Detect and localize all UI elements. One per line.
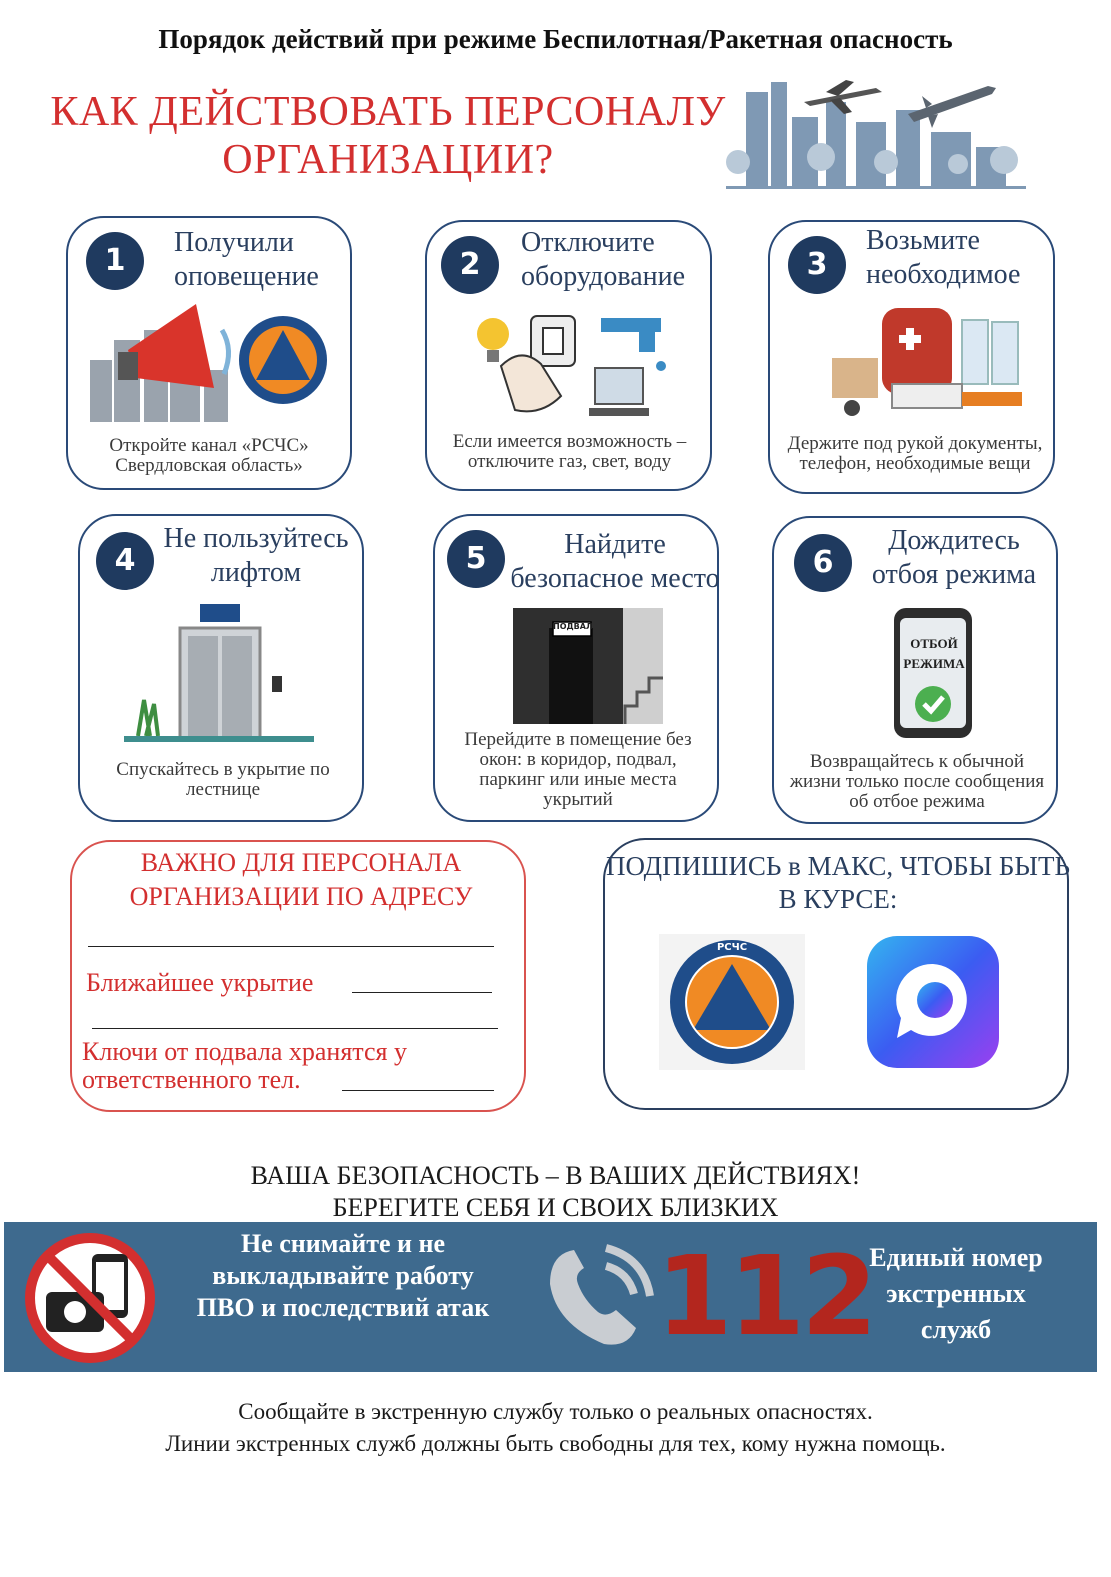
slogan-line-2: БЕРЕГИТЕ СЕБЯ И СВОИХ БЛИЗКИХ [332,1193,779,1222]
switch-icon [471,306,681,424]
top-title: Порядок действий при режиме Беспилотная/Ракетная опасность [158,24,953,54]
slogan-line-1: ВАША БЕЗОПАСНОСТЬ – В ВАШИХ ДЕЙСТВИЯХ! [250,1161,861,1190]
emergency-text: Единый номер экстренных служб [869,1243,1043,1344]
shelter-label: Ближайшее укрытие [86,968,314,997]
subscribe-title: ПОДПИШИСЬ в МАКС, ЧТОБЫ БЫТЬ В КУРСЕ: [606,851,1070,914]
city-drone-missile-illustration [726,62,1031,192]
address-field[interactable] [88,946,494,947]
step-title: Найдите безопасное место [510,529,720,594]
step-title: Отключите оборудование [521,227,686,292]
step-title: Дождитесь отбоя режима [871,525,1037,590]
no-photo-text: Не снимайте и не выкладывайте работу ПВО и последствий атак [196,1229,490,1322]
step-card-2 [425,220,712,491]
basement-sign: ПОДВАЛ [553,622,593,631]
bottom-banner [4,1222,1097,1372]
footer-line-1: Сообщайте в экстренную службу только о реальных опасностях. [238,1399,873,1424]
step-number: 2 [441,236,499,294]
emergency-number: 112 [656,1232,874,1360]
keys-label: Ключи от подвала хранятся у ответственного тел. [82,1037,407,1094]
step-card-1 [66,216,352,490]
step-card-4 [78,514,364,822]
step-number: 6 [794,534,852,592]
backpack-icon [822,302,1032,422]
step-number: 1 [86,232,144,290]
phone-field[interactable] [342,1090,494,1091]
rschs-logo[interactable] [659,934,805,1070]
step-desc: Возвращайтесь к обычной жизни только после сообщения об отбое режима [789,751,1045,812]
step-desc: Перейдите в помещение без окон: в коридор, подвал, паркинг или иные места укрытий [464,729,692,810]
phone-screen-text: ОТБОЙ РЕЖИМА [903,636,965,671]
max-app-icon[interactable] [867,936,999,1068]
step-desc: Откройте канал «РСЧС» Свердловская область» [109,435,309,476]
step-card-6 [772,516,1058,824]
missile-icon [908,86,996,128]
footer-line-2: Линии экстренных служб должны быть свободны для тех, кому нужна помощь. [165,1431,946,1456]
megaphone-icon [88,300,338,430]
step-card-3 [768,220,1055,494]
shelter-extra-field[interactable] [92,1028,498,1029]
step-number: 5 [447,530,505,588]
drone-icon [804,80,882,114]
step-title: Не пользуйтесь лифтом [163,523,349,588]
step-title: Получили оповещение [174,227,319,292]
step-number: 3 [788,236,846,294]
elevator-icon [124,604,324,744]
step-desc: Держите под рукой документы, телефон, необходимые вещи [787,433,1043,474]
step-number: 4 [96,532,154,590]
important-title: ВАЖНО ДЛЯ ПЕРСОНАЛА ОРГАНИЗАЦИИ ПО АДРЕСУ [129,848,473,911]
subscribe-box [603,838,1069,1110]
step-desc: Если имеется возможность – отключите газ, свет, воду [452,431,687,472]
main-title: КАК ДЕЙСТВОВАТЬ ПЕРСОНАЛУ ОРГАНИЗАЦИИ? [50,89,726,183]
rschs-logo-top-text: РСЧС [716,942,748,953]
no-photo-icon [24,1232,156,1364]
shelter-field[interactable] [352,992,492,993]
important-box [70,840,526,1112]
phone-handset-icon [544,1244,654,1352]
step-title: Возьмите необходимое [866,225,1021,290]
step-card-5 [433,514,719,822]
step-desc: Спускайтесь в укрытие по лестнице [116,759,330,800]
